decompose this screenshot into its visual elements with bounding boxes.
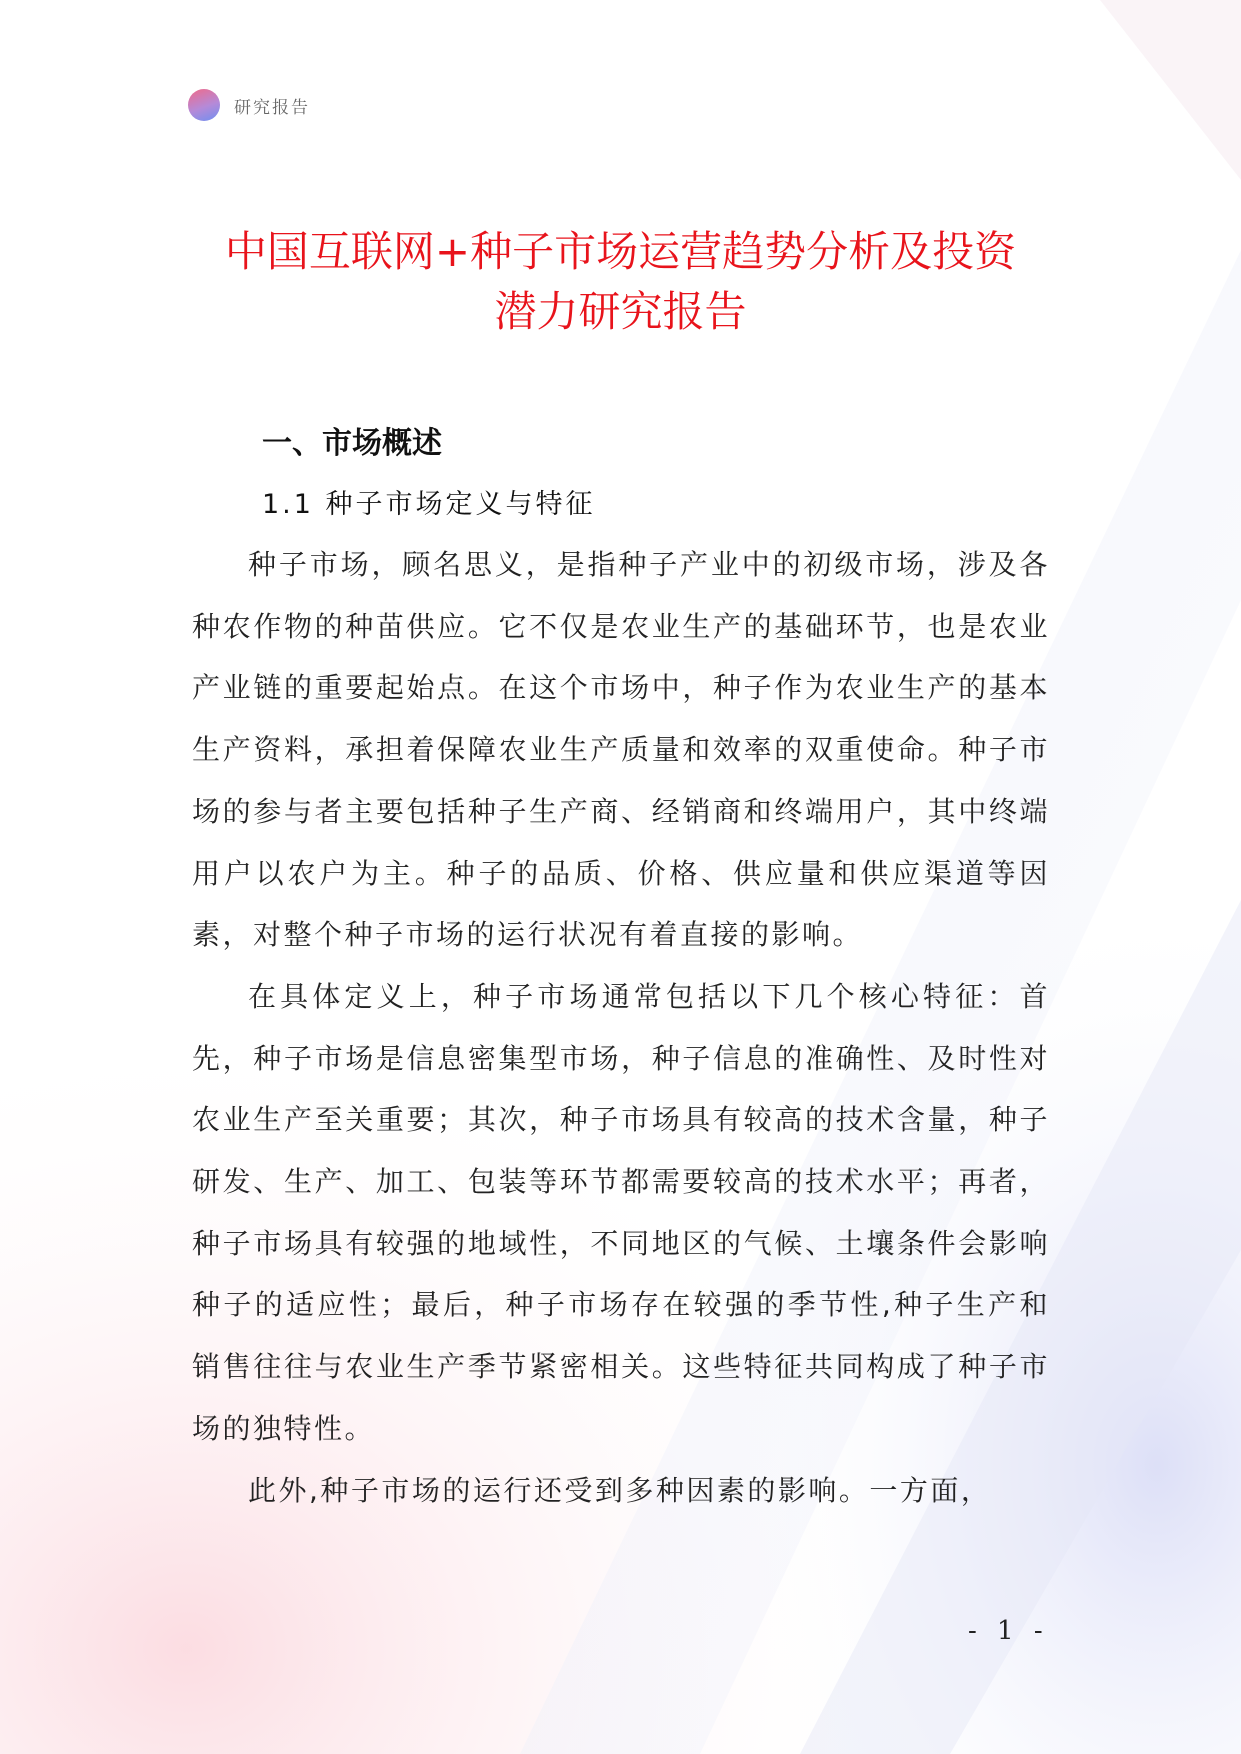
page-number: - 1 - — [968, 1616, 1049, 1646]
header-label: 研究报告 — [234, 97, 310, 118]
section-heading: 一、市场概述 — [262, 426, 442, 461]
paragraph-1: 种子市场，顾名思义，是指种子产业中的初级市场，涉及各种农作物的种苗供应。它不仅是农业生产的基础环节，也是农业产业链的重要起始点。在这个市场中，种子作为农业生产的基本生产资料，承担着保障农业生产质量和效率的双重使命。种子市场的参与者主要包括种子生产商、经销商和终端用户，其中终端用户以农户为主。种子的品质、价格、供应量和供应渠道等因素，对整个种子市场的运行状况有着直接的影响。 — [192, 548, 1050, 952]
paragraph-3: 此外,种子市场的运行还受到多种因素的影响。一方面， — [248, 1473, 992, 1507]
report-title-line-2: 潜力研究报告 — [494, 287, 747, 336]
report-header — [188, 88, 310, 122]
logo-circle-icon — [188, 89, 220, 121]
body-text — [192, 534, 1050, 1521]
report-title-line-1: 中国互联网+种子市场运营趋势分析及投资 — [224, 227, 1017, 276]
subsection-heading: 1.1 种子市场定义与特征 — [262, 489, 596, 520]
paragraph-2: 在具体定义上，种子市场通常包括以下几个核心特征：首先，种子市场是信息密集型市场，种子信息的准确性、及时性对农业生产至关重要；其次，种子市场具有较高的技术含量，种子研发、生产、加工、包装等环节都需要较高的技术水平；再者，种子市场具有较强的地域性，不同地区的气候、土壤条件会影响种子的适应性；最后，种子市场存在较强的季节性,种子生产和销售往往与农业生产季节紧密相关。这些特征共同构成了种子市场的独特性。 — [192, 979, 1050, 1445]
report-title — [150, 222, 1091, 342]
